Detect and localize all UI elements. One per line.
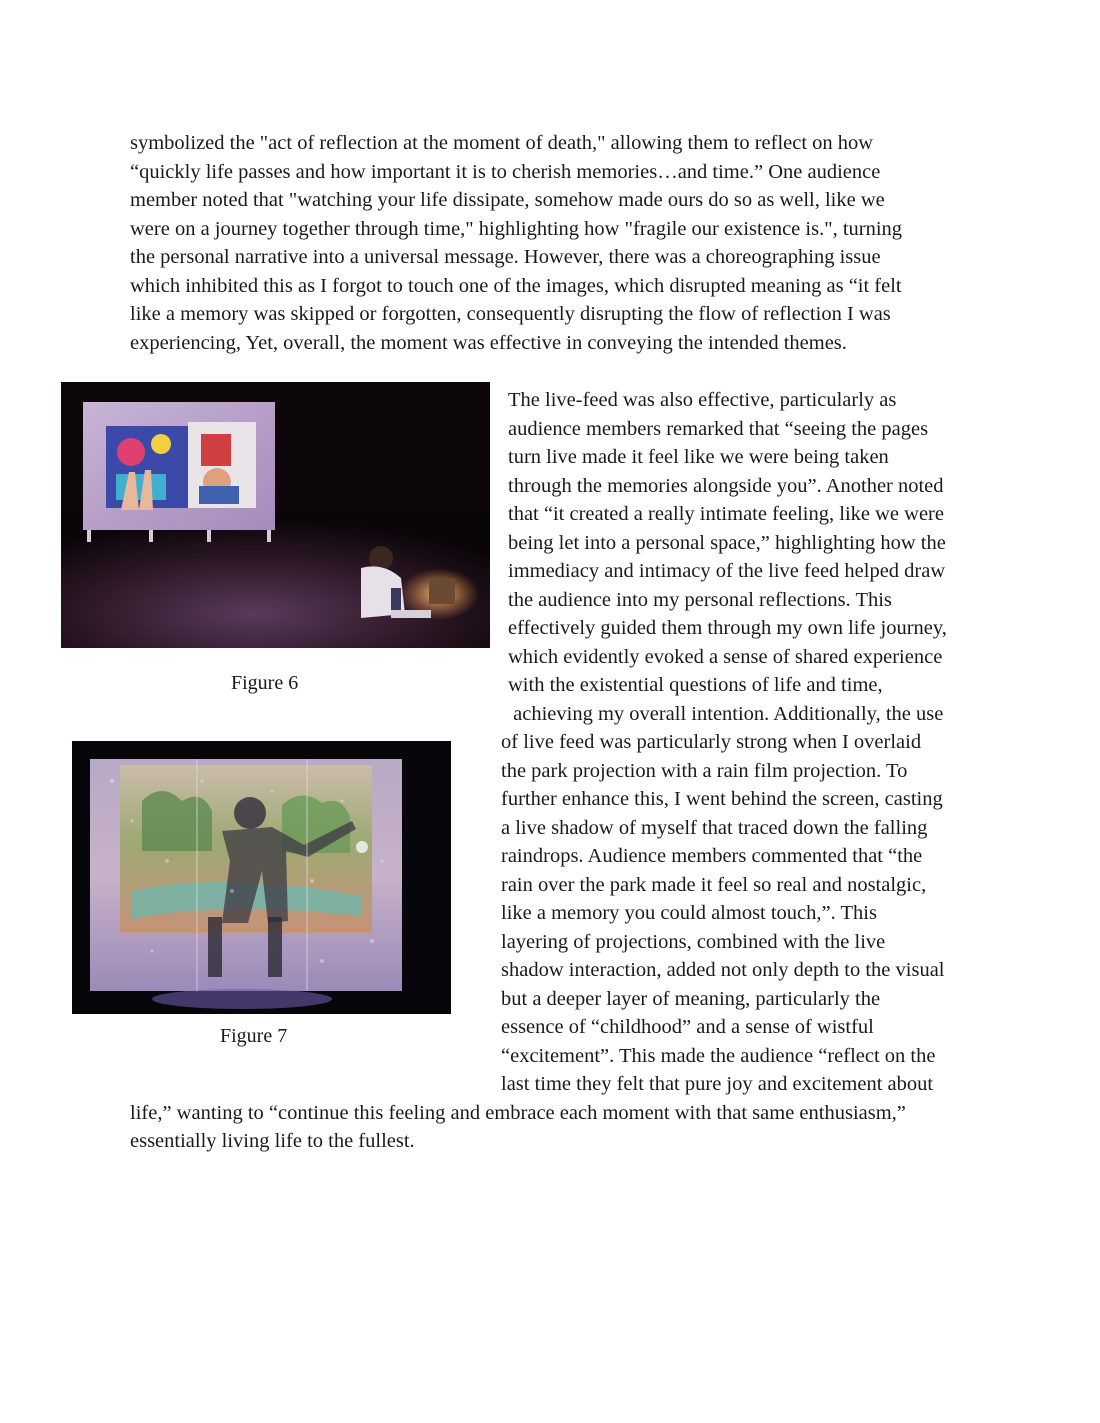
text-line: effectively guided them through my own life journey, [508,617,947,639]
text-line: the park projection with a rain film projection. To [501,759,908,782]
text-line: experiencing, Yet, overall, the moment was effective in conveying the intended themes. [130,331,847,354]
text-line: raindrops. Audience members commented that “the [501,845,923,867]
text-line: which inhibited this as I forgot to touch one of the images, which disrupted meaning as “it felt [130,274,902,297]
figure-7-caption: Figure 7 [220,1025,288,1047]
text-line: audience members remarked that “seeing the pages [508,417,929,440]
text-line: “quickly life passes and how important it is to cherish memories…and time.” One audience [130,160,881,183]
text-line: a live shadow of myself that traced down the falling [501,816,928,839]
text-line: that “it created a really intimate feeling, like we were [508,503,944,525]
figure-7-photo [72,741,451,1014]
text-line: the audience into my personal reflections. This [508,588,892,611]
text-line: life,” wanting to “continue this feeling and embrace each moment with that same enthusiasm,” [130,1101,906,1124]
text-line: shadow interaction, added not only depth to the visual [501,959,945,981]
text-line: of live feed was particularly strong when I overlaid [501,731,922,753]
text-line: layering of projections, combined with the live [501,930,886,953]
text-line: the personal narrative into a universal message. However, there was a choreographing issue [130,246,881,268]
text-line: but a deeper layer of meaning, particularly the [501,987,881,1010]
text-line: further enhance this, I went behind the screen, casting [501,788,943,810]
text-line: member noted that "watching your life dissipate, somehow made ours do so as well, like we [130,189,885,211]
text-line: immediacy and intimacy of the live feed helped draw [508,560,946,582]
text-line: The live-feed was also effective, particularly as [508,389,897,411]
text-line: essence of “childhood” and a sense of wistful [501,1016,874,1038]
stage-scrapbook-photo [61,382,490,648]
text-line: which evidently evoked a sense of shared experience [508,645,943,668]
text-line: like a memory was skipped or forgotten, consequently disrupting the flow of reflection I was [130,303,891,325]
figure-6-photo [61,382,490,648]
text-line: through the memories alongside you”. Another noted [508,474,944,497]
text-line: achieving my overall intention. Additionally, the use [508,702,944,725]
text-line: rain over the park made it feel so real and nostalgic, [501,873,927,896]
rain-shadow-photo [72,741,451,1014]
text-line: turn live made it feel like we were being taken [508,446,889,468]
figure-6-caption: Figure 6 [231,672,299,694]
text-line: “excitement”. This made the audience “reflect on the [501,1044,936,1067]
text-line: like a memory you could almost touch,”. This [501,902,877,924]
text-line: with the existential questions of life and time, [508,674,883,696]
text-line: symbolized the "act of reflection at the moment of death," allowing them to reflect on how [130,132,874,154]
text-line: last time they felt that pure joy and excitement about [501,1073,934,1095]
text-line: were on a journey together through time," highlighting how "fragile our existence is.", turning [130,217,903,240]
text-line: essentially living life to the fullest. [130,1130,415,1152]
text-line: being let into a personal space,” highlighting how the [508,531,946,554]
